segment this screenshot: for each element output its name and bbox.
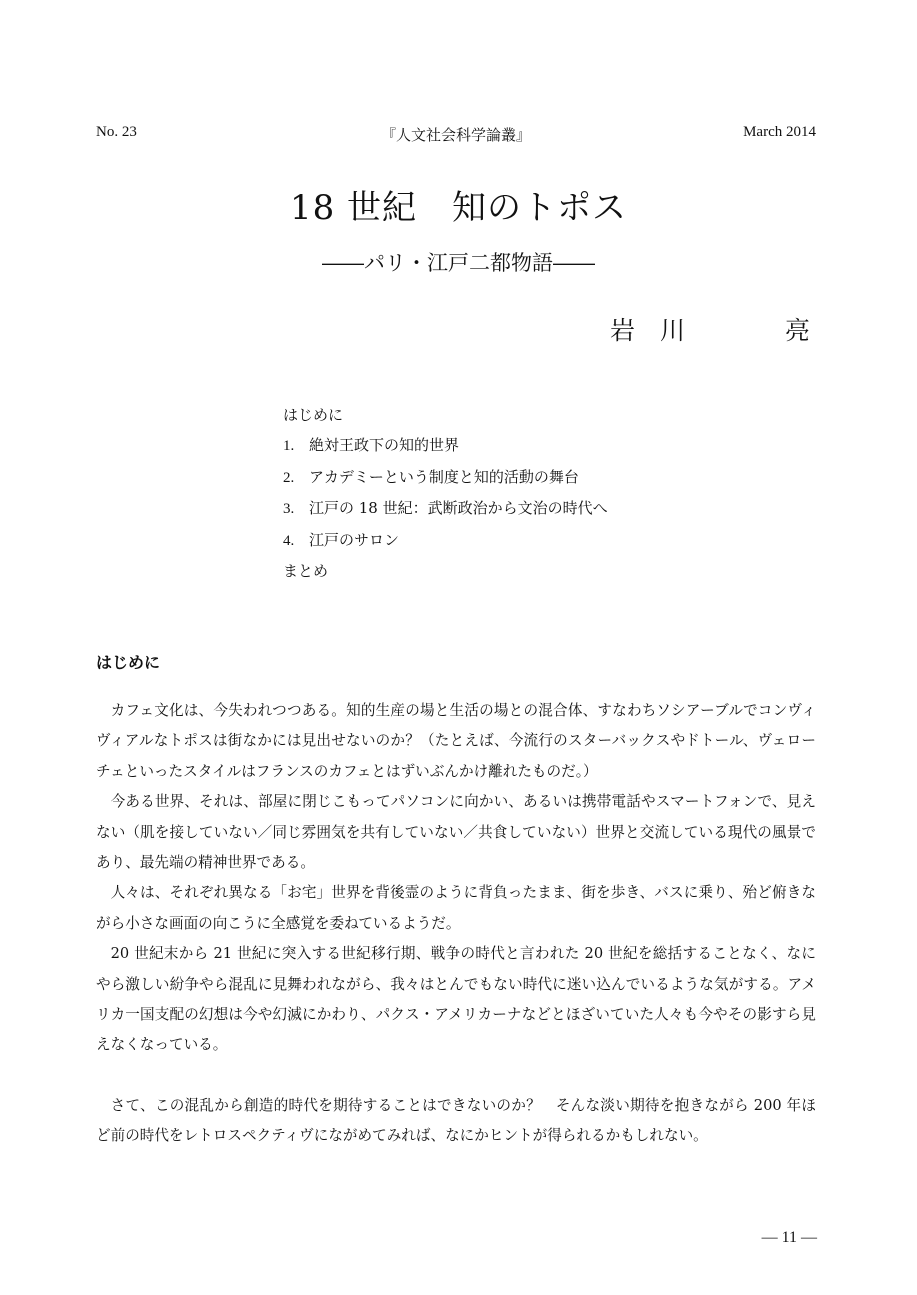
toc-item-number: 1. [283, 438, 295, 455]
paragraph: 今ある世界、それは、部屋に閉じこもってパソコンに向かい、あるいは携帯電話やスマートフォンで、見えない（肌を接していない／同じ雰囲気を共有していない／共食していない）世界と交流している現代の風景であり、最先端の精神世界である。 [96, 793, 816, 872]
toc-item [283, 493, 763, 524]
toc-item [283, 430, 763, 461]
toc-conclusion: まとめ [283, 562, 329, 581]
toc-item-label: アカデミーという制度と知的活動の舞台 [309, 467, 579, 486]
toc-item-label: 江戸のサロン [309, 530, 400, 549]
toc-item-number: 3. [283, 501, 295, 518]
paragraph: さて、この混乱から創造的時代を期待することはできないのか？ そんな淡い期待を抱きながら 200 年ほど前の時代をレトロスペクティヴにながめてみれば、なにかヒントが得られるかもしれない。 [96, 1096, 816, 1145]
article-subtitle: ――パリ・江戸二都物語―― [322, 251, 595, 275]
toc-item-label: 江戸の 18 世紀：武断政治から文治の時代へ [309, 499, 608, 518]
page-number: ― 11 ― [761, 1229, 817, 1246]
journal-name: 『人文社会科学論叢』 [380, 128, 531, 144]
toc-item-label: 絶対王政下の知的世界 [309, 436, 460, 455]
toc-item-number: 2. [283, 469, 295, 486]
issue-number: No. 23 [96, 124, 137, 140]
toc-intro: はじめに [283, 406, 344, 424]
toc-item-number: 4. [283, 532, 295, 549]
paragraph: 20 世紀末から 21 世紀に突入する世紀移行期、戦争の時代と言われた 20 世紀を総括することなく、なにやら激しい紛争やら混乱に見舞われながら、我々はとんでもない時代に迷い込んでいるような気がする。アメリカ一国支配の幻想は今や幻滅にかわり、パクス・アメリカーナなどとほざいていた人々も今やその影すら見えなくなっている。 [96, 945, 816, 1054]
table-of-contents [283, 400, 763, 586]
paragraph: カフェ文化は、今失われつつある。知的生産の場と生活の場との混合体、すなわちソシアーブルでコンヴィヴィアルなトポスは街なかには見出せないのか？（たとえば、今流行のスターバックスやドトール、ヴェローチェといったスタイルはフランスのカフェとはずいぶんかけ離れたものだ。） [96, 702, 816, 780]
author-family-name: 岩 川 [610, 316, 686, 345]
running-header [96, 124, 816, 148]
paragraph: 人々は、それぞれ異なる「お宅」世界を背後霊のように背負ったまま、街を歩き、バスに乗り、殆ど俯きながら小さな画面の向こうに全感覚を委ねているようだ。 [96, 884, 816, 932]
author-given-name: 亮 [784, 316, 810, 345]
toc-item [283, 525, 763, 556]
toc-item [283, 462, 763, 493]
section-heading: はじめに [96, 653, 161, 672]
issue-date: March 2014 [743, 124, 816, 140]
article-title: 18 世紀 知のトポス [289, 188, 628, 228]
author-name [610, 314, 810, 348]
body-text [96, 696, 816, 1152]
